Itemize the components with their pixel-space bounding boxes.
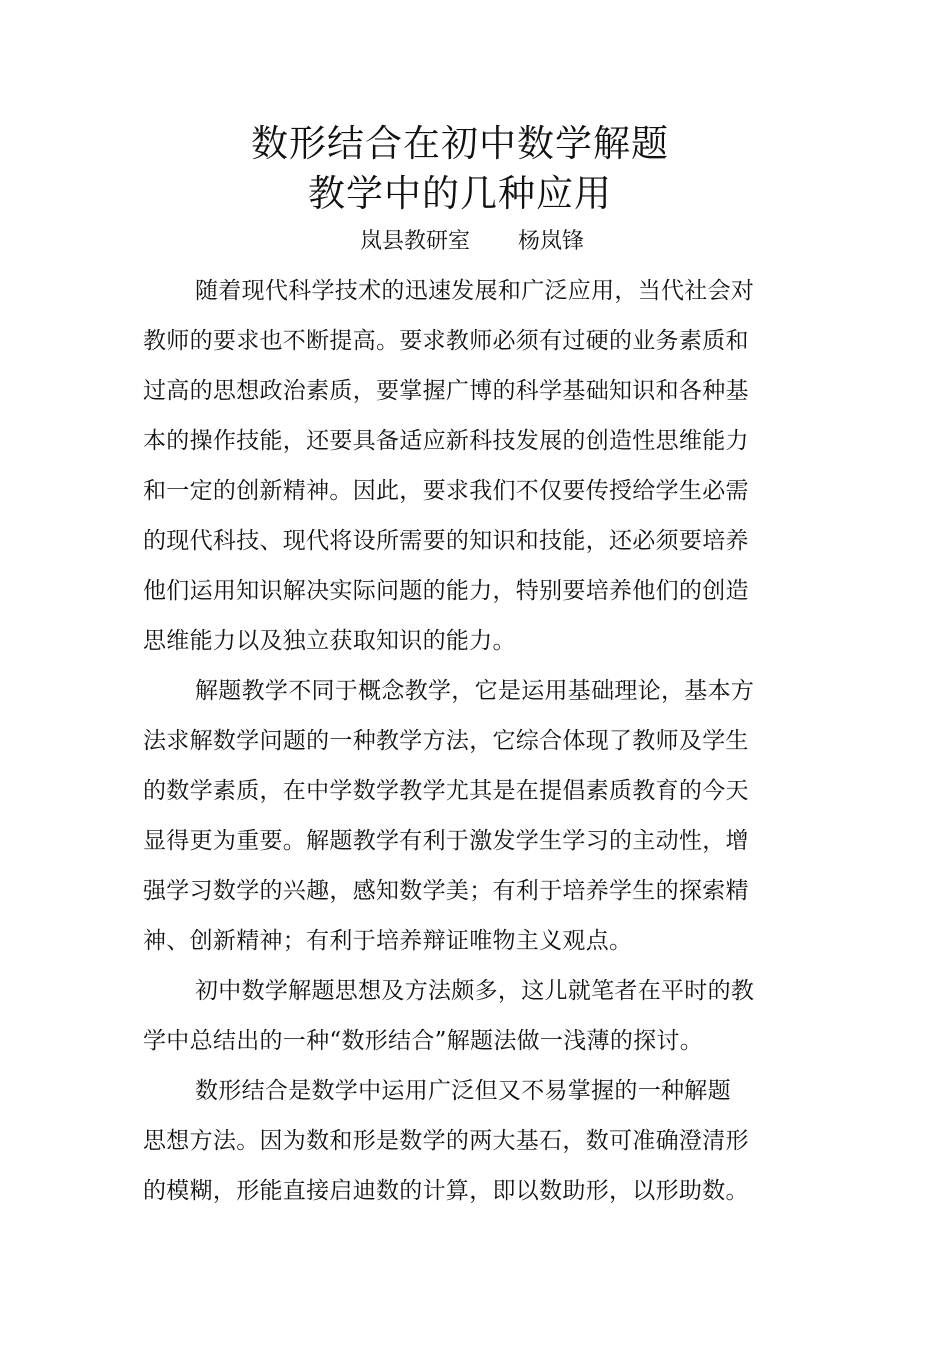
- paragraph-1-line-7: 他们运用知识解决实际问题的能力，特别要培养他们的创造: [143, 578, 749, 604]
- paragraph-3-line-2: 学中总结出的一种“数形结合”解题法做一浅薄的探讨。: [143, 1028, 704, 1054]
- paragraph-1-line-4: 本的操作技能，还要具备适应新科技发展的创造性思维能力: [143, 428, 749, 454]
- paragraph-4-line-1: 数形结合是数学中运用广泛但又不易掌握的一种解题: [195, 1078, 731, 1104]
- paragraph-2-line-2: 法求解数学问题的一种教学方法，它综合体现了教师及学生: [143, 728, 749, 754]
- paragraph-1-line-6: 的现代科技、现代将设所需要的知识和技能，还必须要培养: [143, 528, 749, 554]
- document-title-line-2: 教学中的几种应用: [308, 172, 612, 215]
- paragraph-2-line-5: 强学习数学的兴趣，感知数学美；有利于培养学生的探索精: [143, 878, 749, 904]
- author-affiliation: 岚县教研室: [360, 229, 471, 254]
- paragraph-1-line-2: 教师的要求也不断提高。要求教师必须有过硬的业务素质和: [143, 328, 749, 354]
- paragraph-4-line-2: 思想方法。因为数和形是数学的两大基石，数可准确澄清形: [143, 1128, 749, 1154]
- paragraph-2-line-1: 解题教学不同于概念教学，它是运用基础理论，基本方: [195, 678, 755, 704]
- document-title-line-1: 数形结合在初中数学解题: [251, 122, 669, 165]
- paragraph-1-line-8: 思维能力以及独立获取知识的能力。: [143, 628, 516, 654]
- paragraph-4-line-3: 的模糊，形能直接启迪数的计算，即以数助形，以形助数。: [143, 1178, 749, 1204]
- author-name: 杨岚锋: [518, 229, 585, 254]
- paragraph-1-line-5: 和一定的创新精神。因此，要求我们不仅要传授给学生必需: [143, 478, 749, 504]
- paragraph-1-line-1: 随着现代科学技术的迅速发展和广泛应用，当代社会对: [195, 278, 755, 304]
- paragraph-2-line-3: 的数学素质，在中学数学教学尤其是在提倡素质教育的今天: [143, 778, 749, 804]
- paragraph-1-line-3: 过高的思想政治素质，要掌握广博的科学基础知识和各种基: [143, 378, 749, 404]
- byline: [360, 228, 584, 256]
- paragraph-2-line-4: 显得更为重要。解题教学有利于激发学生学习的主动性，增: [143, 828, 749, 854]
- paragraph-3-line-1: 初中数学解题思想及方法颇多，这儿就笔者在平时的教: [195, 978, 755, 1004]
- paragraph-2-line-6: 神、创新精神；有利于培养辩证唯物主义观点。: [143, 928, 633, 954]
